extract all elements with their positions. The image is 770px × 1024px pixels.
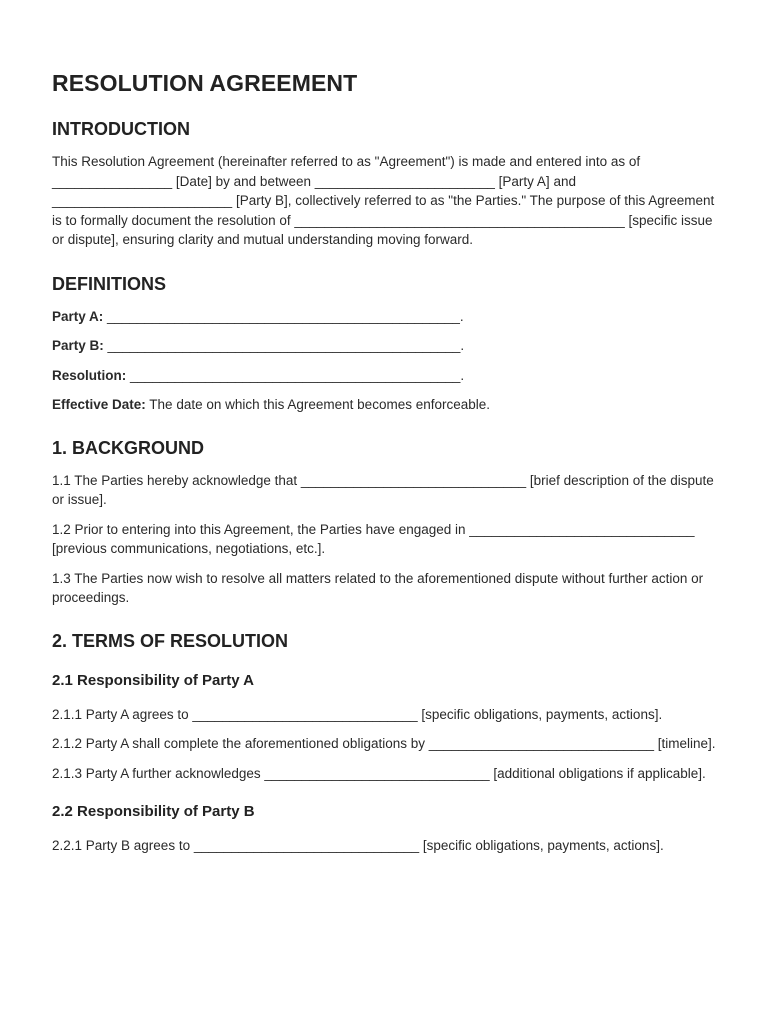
terms-heading: 2. TERMS OF RESOLUTION [52, 630, 289, 651]
background-clause-1-3: 1.3 The Parties now wish to resolve all matters related to the aforementioned dispute without further action or proceedings. [52, 570, 704, 605]
clause-2-1-3: 2.1.3 Party A further acknowledges ______________________________ [additional obligations if applicable]. [52, 765, 706, 781]
background-clause-1-1: 1.1 The Parties hereby acknowledge that ______________________________ [brief description of the dispute or issue]. [52, 472, 714, 507]
introduction-heading: INTRODUCTION [52, 119, 190, 139]
background-clause-1-2: 1.2 Prior to entering into this Agreement, the Parties have engaged in ______________________________ [previous communications, negotiations, etc.]. [52, 521, 695, 556]
definition-text: ____________________________________________. [126, 367, 465, 383]
document-title: RESOLUTION AGREEMENT [52, 70, 358, 96]
definition-text: The date on which this Agreement becomes enforceable. [145, 397, 491, 412]
definition-term: Party A: [52, 308, 104, 324]
definition-term: Resolution: [52, 367, 127, 383]
party-a-responsibility-heading: 2.1 Responsibility of Party A [52, 671, 254, 689]
definition-party-a [52, 307, 722, 327]
introduction-paragraph: This Resolution Agreement (hereinafter referred to as "Agreement") is made and entered into as of ________________ [Date] by and between ________________________ [Party A] and ________________________ [Party B], collectively referred to as "the Parties." The purpose of this Agreement is to formally document the resolution of ____________________________________________ [specific issue or dispute], ensuring clarity and mutual understanding moving forward. [52, 154, 715, 247]
definition-text: _______________________________________________. [103, 308, 464, 324]
definition-term: Party B: [52, 338, 104, 353]
definition-effective-date [52, 395, 722, 415]
definition-party-b [52, 336, 722, 356]
party-b-responsibility-heading: 2.2 Responsibility of Party B [52, 803, 255, 820]
clause-2-1-2: 2.1.2 Party A shall complete the aforementioned obligations by ______________________________ [timeline]. [52, 736, 716, 751]
definitions-heading: DEFINITIONS [52, 273, 167, 294]
definition-text: _______________________________________________. [103, 338, 465, 353]
definition-term: Effective Date: [52, 397, 146, 412]
clause-2-2-1: 2.2.1 Party B agrees to ______________________________ [specific obligations, payments, actions]. [52, 838, 664, 853]
clause-2-1-1: 2.1.1 Party A agrees to ______________________________ [specific obligations, payments, actions]. [52, 706, 663, 722]
definition-resolution [52, 366, 722, 386]
document-page [52, 70, 722, 866]
background-heading: 1. BACKGROUND [52, 437, 205, 458]
